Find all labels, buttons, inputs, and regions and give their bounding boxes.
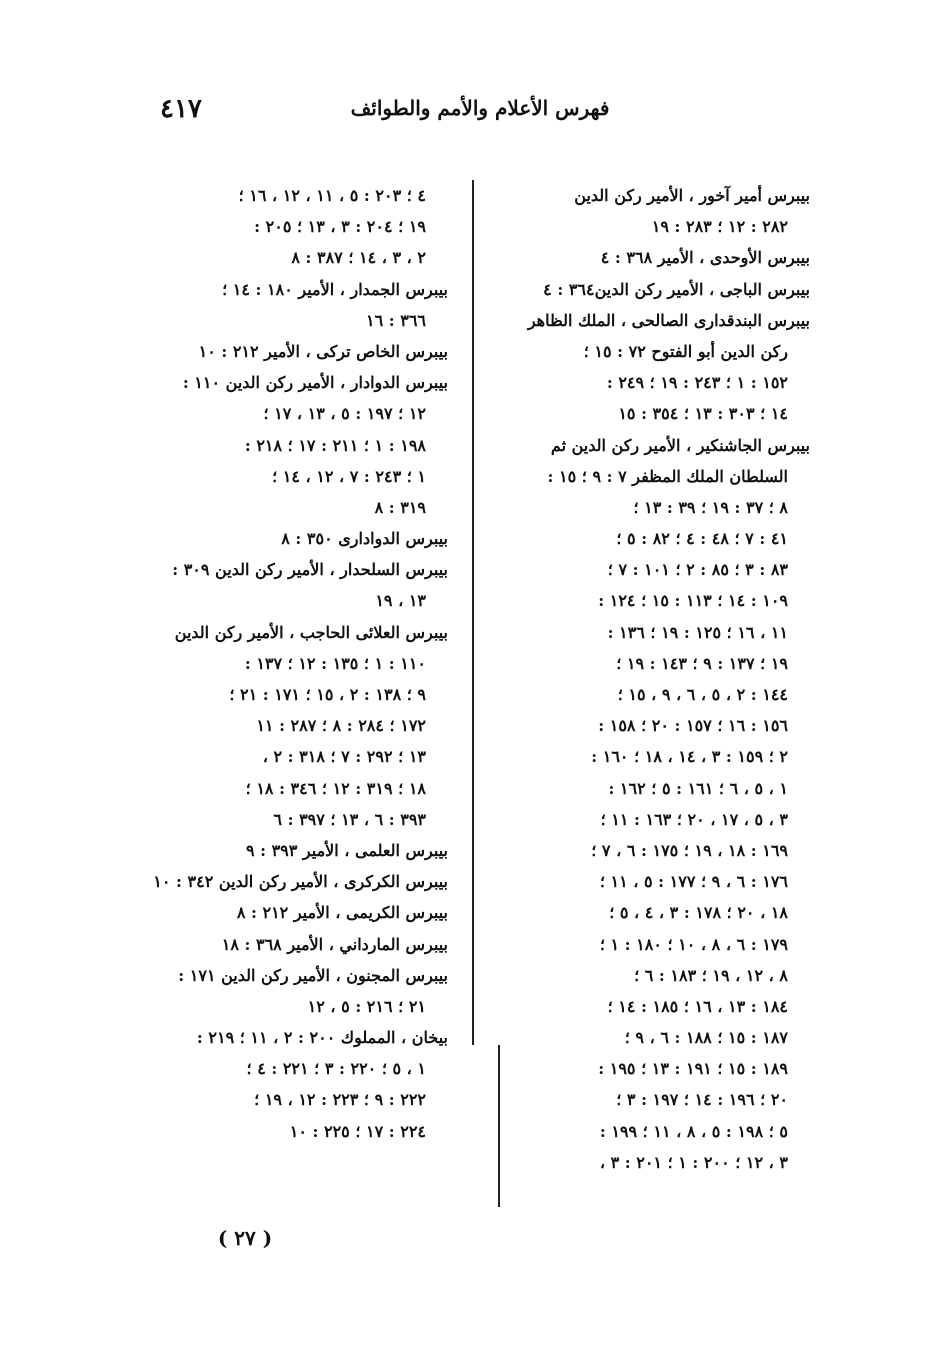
index-entry: بيبرس العلمى ، الأمير ٣٩٣ : ٩	[245, 840, 448, 860]
index-entry-continuation: ١٩ ؛ ١٣٧ : ٩ ؛ ١٤٣ : ١٩ ؛	[616, 653, 788, 673]
index-entry: بيبرس المجنون ، الأمير ركن الدين ١٧١ :	[178, 965, 448, 985]
index-entry: بيبرس الخاص تركى ، الأمير ٢١٢ : ١٠	[198, 341, 448, 361]
index-entry-continuation: ١٥٦ : ١٦ ؛ ١٥٧ : ٢٠ ؛ ١٥٨ :	[598, 716, 788, 736]
index-entry-continuation: ١٨ ؛ ٣١٩ : ١٢ ؛ ٣٤٦ : ١٨ ؛	[245, 778, 426, 798]
index-entry: بيبرس المارداني ، الأمير ٣٦٨ : ١٨	[221, 934, 448, 954]
index-entry-continuation: ١٧٩ : ٦ ، ٨ ، ١٠ ؛ ١٨٠ : ١ ؛	[599, 934, 788, 954]
index-entry-continuation: ١٧٦ : ٦ ، ٩ ؛ ١٧٧ : ٥ ، ١١ ؛	[599, 872, 788, 892]
index-entry-continuation: ١١ ، ١٦ ؛ ١٢٥ : ١٩ ؛ ١٣٦ :	[607, 622, 788, 642]
column-divider-lower	[498, 1045, 500, 1207]
index-column-right	[480, 180, 810, 1178]
signature-mark: ( ٢٧ )	[217, 1226, 273, 1250]
index-entry: بيخان ، المملوك ٢٠٠ : ٢ ، ١١ ؛ ٢١٩ :	[196, 1028, 448, 1048]
index-entry-continuation: ٣٩٣ : ٦ ، ١٣ ؛ ٣٩٧ : ٦	[273, 809, 426, 829]
index-entry-continuation: ١ ؛ ٢٤٣ : ٧ ، ١٢ ، ١٤ ؛	[272, 466, 426, 486]
index-entry-continuation: ٢٢٢ : ٩ ؛ ٢٢٣ : ١٢ ، ١٩ ؛	[254, 1090, 426, 1110]
index-entry-continuation: ١١٠ : ١ ؛ ١٣٥ : ١٢ ؛ ١٣٧ :	[244, 653, 426, 673]
index-entry-continuation: ١٨ ، ٢٠ ؛ ١٧٨ : ٣ ، ٤ ، ٥ ؛	[609, 903, 788, 923]
index-entry-continuation: ٣ ، ٥ ، ١٧ ، ٢٠ ؛ ١٦٣ : ١١ ؛	[600, 809, 788, 829]
index-entry: بيبرس السلحدار ، الأمير ركن الدين ٣٠٩ :	[172, 560, 448, 580]
index-entry-continuation: ١٨٤ : ١٣ ، ١٦ ؛ ١٨٥ : ١٤ ؛	[607, 996, 788, 1016]
index-entry-continuation: ١٩ ؛ ٢٠٤ : ٣ ، ١٣ ؛ ٢٠٥ :	[254, 217, 426, 237]
index-entry-continuation: ٩ ؛ ١٣٨ : ٢ ، ١٥ ؛ ١٧١ : ٢١ ؛	[229, 685, 426, 704]
index-entry-continuation: ٢ ؛ ١٥٩ : ٣ ، ١٤ ، ١٨ ؛ ١٦٠ :	[591, 747, 788, 767]
index-entry: بيبرس الباجى ، الأمير ركن الدين٣٦٤ : ٤	[543, 279, 810, 299]
index-entry-continuation: ٢٨٢ : ١٢ ؛ ٢٨٣ : ١٩	[651, 217, 788, 237]
index-entry-continuation: ركن الدين أبو الفتوح ٧٢ : ١٥ ؛	[583, 341, 788, 361]
index-entry: بيبرس الكريمى ، الأمير ٢١٢ : ٨	[236, 903, 448, 923]
index-entry-continuation: ١٤٤ : ٢ ، ٥ ، ٦ ، ٩ ، ١٥ ؛	[617, 685, 788, 704]
index-entry: بيبرس الجمدار ، الأمير ١٨٠ : ١٤ ؛	[222, 279, 448, 299]
index-entry-continuation: ٣١٩ : ٨	[374, 497, 426, 517]
page-number: ٤١٧	[160, 94, 202, 124]
index-entry-continuation: ١٦٩ : ١٨ ، ١٩ ؛ ١٧٥ : ٦ ، ٧ ؛	[591, 840, 788, 860]
index-entry: بيبرس العلائى الحاجب ، الأمير ركن الدين	[174, 622, 448, 642]
index-entry-continuation: ١٩٨ : ١ ؛ ٢١١ : ١٧ ؛ ٢١٨ :	[244, 435, 426, 455]
index-entry-continuation: ٢٠ ؛ ١٩٦ : ١٤ ؛ ١٩٧ : ٣ ؛	[616, 1090, 788, 1110]
index-entry-continuation: ١٣ ، ١٩	[375, 591, 426, 611]
index-entry-continuation: ١٤ ؛ ٣٠٣ : ١٣ ؛ ٣٥٤ : ١٥	[618, 404, 788, 424]
index-entry-continuation: ٤ ؛ ٢٠٣ : ٥ ، ١١ ، ١٢ ، ١٦ ؛	[238, 186, 426, 205]
index-entry-continuation: ١ ، ٥ ، ٦ ؛ ١٦١ : ٥ ؛ ١٦٢ :	[608, 778, 788, 798]
index-entry-continuation: ١٨٧ : ١٥ ؛ ١٨٨ : ٦ ، ٩ ؛	[624, 1028, 788, 1048]
column-divider	[472, 180, 474, 1045]
index-entry-continuation: ٢٢٤ : ١٧ ؛ ٢٢٥ : ١٠	[289, 1121, 426, 1141]
index-entry: بيبرس الجاشنكير ، الأمير ركن الدين ثم	[550, 435, 810, 455]
index-entry-continuation: ١ ، ٥ ؛ ٢٢٠ : ٣ ؛ ٢٢١ : ٤ ؛	[246, 1059, 426, 1079]
index-entry-continuation: ١٧٢ ؛ ٢٨٤ : ٨ ؛ ٢٨٧ : ١١	[256, 716, 426, 736]
index-entry-continuation: ٢١ ؛ ٢١٦ : ٥ ، ١٢	[307, 996, 426, 1016]
index-entry-continuation: ١٣ ؛ ٢٩٢ : ٧ ؛ ٣١٨ : ٢ ،	[262, 747, 426, 767]
index-entry: بيبرس الكركرى ، الأمير ركن الدين ٣٤٢ : ١٠	[153, 872, 448, 892]
index-entry-continuation: ١٨٩ : ١٥ ؛ ١٩١ : ١٣ ؛ ١٩٥ :	[598, 1059, 788, 1079]
index-entry-continuation: ٤١ : ٧ ؛ ٤٨ : ٤ ؛ ٨٢ : ٥ ؛	[616, 529, 788, 549]
index-entry-continuation: ٣٦٦ : ١٦	[365, 310, 426, 330]
index-entry-continuation: السلطان الملك المظفر ٧ : ٩ ؛ ١٥ :	[547, 466, 788, 486]
index-entry: بيبرس الدوادارى ٣٥٠ : ٨	[281, 529, 448, 549]
index-entry-continuation: ٥ ؛ ١٩٨ : ٥ ، ٨ ، ١١ ؛ ١٩٩ :	[599, 1121, 788, 1141]
index-entry-continuation: ٨٣ : ٣ ؛ ٨٥ : ٢ ؛ ١٠١ : ٧ ؛	[607, 560, 788, 580]
index-entry-continuation: ١٢ ؛ ١٩٧ : ٥ ، ١٣ ، ١٧ ؛	[263, 404, 426, 424]
index-entry-continuation: ٨ ؛ ٣٧ : ١٩ ؛ ٣٩ : ١٣ ؛	[633, 497, 788, 517]
index-entry-continuation: ١٠٩ : ١٤ ؛ ١١٣ : ١٥ ؛ ١٢٤ :	[598, 591, 788, 611]
index-entry: بيبرس الدوادار ، الأمير ركن الدين ١١٠ :	[182, 373, 448, 393]
index-entry-continuation: ١٥٢ : ١ ؛ ٢٤٣ : ١٩ ؛ ٢٤٩ :	[606, 373, 788, 393]
index-entry-continuation: ٨ ، ١٢ ، ١٩ ؛ ١٨٣ : ٦ ؛	[634, 965, 788, 985]
index-entry-continuation: ٣ ، ١٢ ؛ ٢٠٠ : ١ ؛ ٢٠١ : ٣ ،	[599, 1152, 788, 1172]
index-entry: بيبرس أمير آخور ، الأمير ركن الدين	[574, 186, 810, 205]
index-entry: بيبرس الأوحدى ، الأمير ٣٦٨ : ٤	[600, 248, 810, 268]
page-title: فهرس الأعلام والأمم والطوائف	[350, 96, 610, 120]
index-entry: بيبرس البندقدارى الصالحى ، الملك الظاهر	[527, 310, 810, 330]
index-column-left	[138, 180, 448, 1147]
index-entry-continuation: ٢ ، ٣ ، ١٤ ؛ ٣٨٧ : ٨	[291, 248, 426, 268]
